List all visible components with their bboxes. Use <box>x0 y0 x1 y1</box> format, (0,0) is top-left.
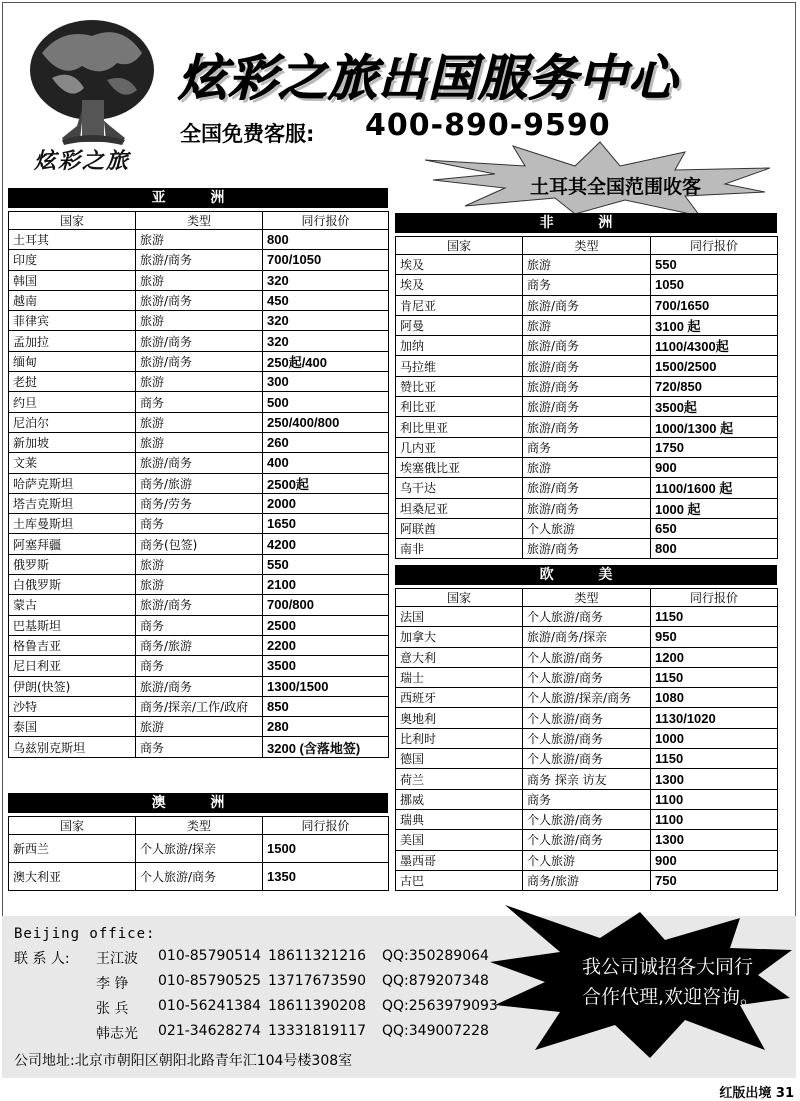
africa-table <box>395 236 778 559</box>
type-cell: 商务 <box>523 437 651 457</box>
type-cell: 旅游/商务 <box>523 356 651 376</box>
col-country: 国家 <box>396 589 523 607</box>
type-cell: 商务/劳务 <box>136 493 263 513</box>
table-row <box>9 534 389 554</box>
type-cell: 旅游 <box>136 717 263 737</box>
country-cell: 西班牙 <box>396 688 523 708</box>
price-cell: 650 <box>651 518 778 538</box>
country-cell: 阿联酋 <box>396 518 523 538</box>
price-cell: 1300/1500 <box>263 676 389 696</box>
type-cell: 旅游 <box>136 311 263 331</box>
type-cell: 个人旅游 <box>523 850 651 870</box>
price-cell: 1150 <box>651 607 778 627</box>
table-row <box>396 457 778 477</box>
country-cell: 几内亚 <box>396 437 523 457</box>
country-cell: 美国 <box>396 830 523 850</box>
type-cell: 个人旅游/商务 <box>523 830 651 850</box>
price-cell: 1100 <box>651 789 778 809</box>
price-cell: 750 <box>651 870 778 890</box>
type-cell: 商务/探亲/工作/政府 <box>136 696 263 716</box>
table-row <box>396 809 778 829</box>
country-cell: 南非 <box>396 539 523 559</box>
price-cell: 1000 <box>651 728 778 748</box>
table-row <box>396 255 778 275</box>
type-cell: 个人旅游/探亲 <box>136 835 263 863</box>
type-cell: 个人旅游/商务 <box>523 647 651 667</box>
country-cell: 埃及 <box>396 255 523 275</box>
table-row <box>396 417 778 437</box>
table-row <box>9 514 389 534</box>
price-cell: 850 <box>263 696 389 716</box>
table-row <box>396 275 778 295</box>
table-row <box>396 397 778 417</box>
col-type: 类型 <box>136 817 263 835</box>
price-cell: 550 <box>263 554 389 574</box>
price-cell: 900 <box>651 850 778 870</box>
page-footer-label: 红版出境 31 <box>719 1086 794 1101</box>
price-cell: 1100/4300起 <box>651 336 778 356</box>
type-cell: 商务 <box>136 392 263 412</box>
type-cell: 旅游/商务 <box>136 676 263 696</box>
price-cell: 1000 起 <box>651 498 778 518</box>
price-cell: 1300 <box>651 830 778 850</box>
country-cell: 利比亚 <box>396 397 523 417</box>
country-cell: 越南 <box>9 290 136 310</box>
table-row <box>9 676 389 696</box>
table-row <box>396 539 778 559</box>
type-cell: 旅游/商务 <box>523 498 651 518</box>
type-cell: 旅游/商务 <box>523 417 651 437</box>
table-row <box>396 850 778 870</box>
table-row <box>9 453 389 473</box>
table-row <box>396 498 778 518</box>
price-cell: 1000/1300 起 <box>651 417 778 437</box>
col-type: 类型 <box>523 237 651 255</box>
recruit-line-2: 合作代理,欢迎咨询。 <box>582 986 760 1008</box>
price-cell: 1500 <box>263 835 389 863</box>
table-row <box>9 696 389 716</box>
contact-tel: 021-34628274 <box>158 1023 262 1039</box>
type-cell: 旅游 <box>136 270 263 290</box>
price-cell: 260 <box>263 432 389 452</box>
col-type: 类型 <box>136 212 263 230</box>
contact-qq: QQ:879207348 <box>382 973 489 989</box>
type-cell: 旅游/商务 <box>523 376 651 396</box>
type-cell: 商务 <box>136 514 263 534</box>
country-cell: 白俄罗斯 <box>9 575 136 595</box>
country-cell: 印度 <box>9 250 136 270</box>
table-row <box>9 290 389 310</box>
price-cell: 1750 <box>651 437 778 457</box>
contact-mobile: 18611321216 <box>268 948 366 964</box>
table-row <box>9 230 389 250</box>
table-row <box>9 372 389 392</box>
type-cell: 个人旅游 <box>523 518 651 538</box>
price-cell: 2500 <box>263 615 389 635</box>
hotline-number: 400-890-9590 <box>365 108 611 143</box>
table-row <box>9 635 389 655</box>
euro-america-table <box>395 588 778 891</box>
africa-title: 非 洲 <box>395 213 777 233</box>
asia-section <box>8 188 388 758</box>
country-cell: 尼泊尔 <box>9 412 136 432</box>
type-cell: 旅游 <box>136 372 263 392</box>
price-cell: 280 <box>263 717 389 737</box>
country-cell: 阿塞拜疆 <box>9 534 136 554</box>
type-cell: 旅游/商务/探亲 <box>523 627 651 647</box>
col-country: 国家 <box>9 817 136 835</box>
country-cell: 阿曼 <box>396 315 523 335</box>
price-cell: 2000 <box>263 493 389 513</box>
table-row <box>396 607 778 627</box>
table-row <box>9 656 389 676</box>
contact-qq: QQ:2563979093 <box>382 998 498 1014</box>
table-row <box>396 478 778 498</box>
contact-label: 联 系 人: <box>14 951 70 967</box>
price-cell: 1080 <box>651 688 778 708</box>
col-country: 国家 <box>396 237 523 255</box>
price-cell: 1100/1600 起 <box>651 478 778 498</box>
table-row <box>9 575 389 595</box>
type-cell: 旅游 <box>136 554 263 574</box>
col-price: 同行报价 <box>263 212 389 230</box>
table-row <box>9 493 389 513</box>
type-cell: 商务(包签) <box>136 534 263 554</box>
table-row <box>396 647 778 667</box>
type-cell: 旅游 <box>136 575 263 595</box>
country-cell: 古巴 <box>396 870 523 890</box>
asia-title: 亚 洲 <box>8 188 388 208</box>
price-cell: 300 <box>263 372 389 392</box>
table-row <box>396 376 778 396</box>
price-cell: 900 <box>651 457 778 477</box>
country-cell: 孟加拉 <box>9 331 136 351</box>
table-row <box>9 595 389 615</box>
type-cell: 个人旅游/商务 <box>523 667 651 687</box>
country-cell: 德国 <box>396 749 523 769</box>
price-cell: 250起/400 <box>263 351 389 371</box>
table-row <box>396 295 778 315</box>
price-cell: 3500起 <box>651 397 778 417</box>
country-cell: 墨西哥 <box>396 850 523 870</box>
price-cell: 4200 <box>263 534 389 554</box>
table-row <box>9 615 389 635</box>
price-cell: 2200 <box>263 635 389 655</box>
price-cell: 950 <box>651 627 778 647</box>
table-row <box>396 749 778 769</box>
recruit-line-1: 我公司诚招各大同行 <box>582 956 754 978</box>
contact-mobile: 18611390208 <box>268 998 366 1014</box>
country-cell: 伊朗(快签) <box>9 676 136 696</box>
contact-name: 韩志光 <box>96 1026 138 1042</box>
type-cell: 旅游/商务 <box>136 351 263 371</box>
contact-name: 张 兵 <box>96 1001 129 1017</box>
table-row <box>9 835 389 863</box>
country-cell: 意大利 <box>396 647 523 667</box>
company-address: 公司地址:北京市朝阳区朝阳北路青年汇104号楼308室 <box>14 1053 353 1069</box>
country-cell: 巴基斯坦 <box>9 615 136 635</box>
contact-mobile: 13717673590 <box>268 973 366 989</box>
type-cell: 商务/旅游 <box>136 635 263 655</box>
table-row <box>396 830 778 850</box>
country-cell: 韩国 <box>9 270 136 290</box>
price-cell: 1200 <box>651 647 778 667</box>
country-cell: 法国 <box>396 607 523 627</box>
table-row <box>9 554 389 574</box>
type-cell: 旅游/商务 <box>136 595 263 615</box>
country-cell: 加纳 <box>396 336 523 356</box>
country-cell: 埃及 <box>396 275 523 295</box>
price-cell: 720/850 <box>651 376 778 396</box>
price-cell: 1650 <box>263 514 389 534</box>
price-cell: 500 <box>263 392 389 412</box>
contact-tel: 010-85790525 <box>158 973 262 989</box>
country-cell: 埃塞俄比亚 <box>396 457 523 477</box>
type-cell: 旅游/商务 <box>136 290 263 310</box>
col-price: 同行报价 <box>263 817 389 835</box>
country-cell: 比利时 <box>396 728 523 748</box>
table-row <box>9 717 389 737</box>
contact-qq: QQ:349007228 <box>382 1023 489 1039</box>
type-cell: 旅游 <box>136 412 263 432</box>
type-cell: 个人旅游/商务 <box>523 728 651 748</box>
turkey-badge-text: 土耳其全国范围收客 <box>530 176 702 198</box>
table-row <box>9 392 389 412</box>
country-cell: 俄罗斯 <box>9 554 136 574</box>
country-cell: 蒙古 <box>9 595 136 615</box>
contact-name: 王江波 <box>96 951 138 967</box>
price-cell: 450 <box>263 290 389 310</box>
price-cell: 1500/2500 <box>651 356 778 376</box>
price-cell: 1350 <box>263 863 389 891</box>
table-row <box>396 769 778 789</box>
price-cell: 320 <box>263 331 389 351</box>
price-cell: 400 <box>263 453 389 473</box>
type-cell: 旅游/商务 <box>523 336 651 356</box>
asia-table <box>8 211 389 758</box>
price-cell: 800 <box>651 539 778 559</box>
country-cell: 老挝 <box>9 372 136 392</box>
price-cell: 2500起 <box>263 473 389 493</box>
type-cell: 旅游/商务 <box>523 295 651 315</box>
price-cell: 1150 <box>651 749 778 769</box>
type-cell: 个人旅游/商务 <box>523 749 651 769</box>
type-cell: 商务/旅游 <box>136 473 263 493</box>
col-price: 同行报价 <box>651 237 778 255</box>
table-row <box>396 789 778 809</box>
table-row <box>9 351 389 371</box>
country-cell: 利比里亚 <box>396 417 523 437</box>
country-cell: 赞比亚 <box>396 376 523 396</box>
price-cell: 700/800 <box>263 595 389 615</box>
price-cell: 550 <box>651 255 778 275</box>
type-cell: 旅游 <box>523 457 651 477</box>
country-cell: 荷兰 <box>396 769 523 789</box>
table-row <box>396 870 778 890</box>
type-cell: 商务 <box>523 275 651 295</box>
contact-mobile: 13331819117 <box>268 1023 366 1039</box>
country-cell: 塔吉克斯坦 <box>9 493 136 513</box>
type-cell: 商务/旅游 <box>523 870 651 890</box>
country-cell: 奥地利 <box>396 708 523 728</box>
hotline-label: 全国免费客服: <box>180 122 315 146</box>
country-cell: 约旦 <box>9 392 136 412</box>
type-cell: 个人旅游/商务 <box>523 607 651 627</box>
table-row <box>396 336 778 356</box>
table-row <box>396 315 778 335</box>
recruit-text <box>582 952 759 1012</box>
country-cell: 文莱 <box>9 453 136 473</box>
table-row <box>396 728 778 748</box>
table-row <box>396 437 778 457</box>
price-cell: 800 <box>263 230 389 250</box>
country-cell: 澳大利亚 <box>9 863 136 891</box>
euro-america-title: 欧 美 <box>395 565 777 585</box>
country-cell: 加拿大 <box>396 627 523 647</box>
table-row <box>396 667 778 687</box>
country-cell: 坦桑尼亚 <box>396 498 523 518</box>
type-cell: 商务 探亲 访友 <box>523 769 651 789</box>
country-cell: 缅甸 <box>9 351 136 371</box>
price-cell: 2100 <box>263 575 389 595</box>
country-cell: 泰国 <box>9 717 136 737</box>
price-cell: 1150 <box>651 667 778 687</box>
col-country: 国家 <box>9 212 136 230</box>
country-cell: 马拉维 <box>396 356 523 376</box>
type-cell: 旅游/商务 <box>136 453 263 473</box>
office-label: Beijing office: <box>14 926 156 942</box>
africa-section <box>395 213 777 559</box>
price-cell: 1130/1020 <box>651 708 778 728</box>
type-cell: 个人旅游/商务 <box>523 809 651 829</box>
table-row <box>9 270 389 290</box>
country-cell: 尼日利亚 <box>9 656 136 676</box>
type-cell: 商务 <box>136 615 263 635</box>
price-cell: 320 <box>263 311 389 331</box>
type-cell: 旅游 <box>523 315 651 335</box>
oceania-title: 澳 洲 <box>8 793 388 813</box>
table-row <box>396 708 778 728</box>
country-cell: 土库曼斯坦 <box>9 514 136 534</box>
table-row <box>396 518 778 538</box>
country-cell: 新西兰 <box>9 835 136 863</box>
oceania-section <box>8 793 388 891</box>
table-row <box>9 432 389 452</box>
table-row <box>9 331 389 351</box>
type-cell: 旅游 <box>136 230 263 250</box>
contact-name: 李 铮 <box>96 976 129 992</box>
type-cell: 旅游/商务 <box>523 397 651 417</box>
table-row <box>9 473 389 493</box>
type-cell: 个人旅游/商务 <box>136 863 263 891</box>
country-cell: 沙特 <box>9 696 136 716</box>
country-cell: 肯尼亚 <box>396 295 523 315</box>
col-price: 同行报价 <box>651 589 778 607</box>
country-cell: 瑞士 <box>396 667 523 687</box>
type-cell: 旅游 <box>523 255 651 275</box>
country-cell: 土耳其 <box>9 230 136 250</box>
type-cell: 旅游/商务 <box>136 250 263 270</box>
table-row <box>9 311 389 331</box>
country-cell: 乌干达 <box>396 478 523 498</box>
country-cell: 挪威 <box>396 789 523 809</box>
type-cell: 旅游 <box>136 432 263 452</box>
price-cell: 3100 起 <box>651 315 778 335</box>
country-cell: 哈萨克斯坦 <box>9 473 136 493</box>
type-cell: 个人旅游/探亲/商务 <box>523 688 651 708</box>
logo-text: 炫彩之旅 <box>34 148 131 174</box>
country-cell: 格鲁吉亚 <box>9 635 136 655</box>
page-title: 炫彩之旅出国服务中心 <box>178 50 679 107</box>
euro-america-section <box>395 565 777 891</box>
country-cell: 乌兹别克斯坦 <box>9 737 136 757</box>
price-cell: 1300 <box>651 769 778 789</box>
type-cell: 商务 <box>136 737 263 757</box>
country-cell: 瑞典 <box>396 809 523 829</box>
table-row <box>396 627 778 647</box>
table-row <box>9 412 389 432</box>
price-cell: 3200 (含落地签) <box>263 737 389 757</box>
price-cell: 320 <box>263 270 389 290</box>
table-row <box>9 737 389 757</box>
type-cell: 商务 <box>523 789 651 809</box>
type-cell: 旅游/商务 <box>523 478 651 498</box>
table-row <box>9 863 389 891</box>
type-cell: 个人旅游/商务 <box>523 708 651 728</box>
type-cell: 旅游/商务 <box>523 539 651 559</box>
price-cell: 700/1650 <box>651 295 778 315</box>
price-cell: 250/400/800 <box>263 412 389 432</box>
col-type: 类型 <box>523 589 651 607</box>
table-row <box>9 250 389 270</box>
country-cell: 菲律宾 <box>9 311 136 331</box>
price-cell: 1100 <box>651 809 778 829</box>
price-cell: 3500 <box>263 656 389 676</box>
table-row <box>396 356 778 376</box>
price-cell: 700/1050 <box>263 250 389 270</box>
contact-qq: QQ:350289064 <box>382 948 489 964</box>
table-row <box>396 688 778 708</box>
country-cell: 新加坡 <box>9 432 136 452</box>
type-cell: 商务 <box>136 656 263 676</box>
type-cell: 旅游/商务 <box>136 331 263 351</box>
contact-tel: 010-85790514 <box>158 948 262 964</box>
price-cell: 1050 <box>651 275 778 295</box>
oceania-table <box>8 816 389 891</box>
contact-tel: 010-56241384 <box>158 998 262 1014</box>
